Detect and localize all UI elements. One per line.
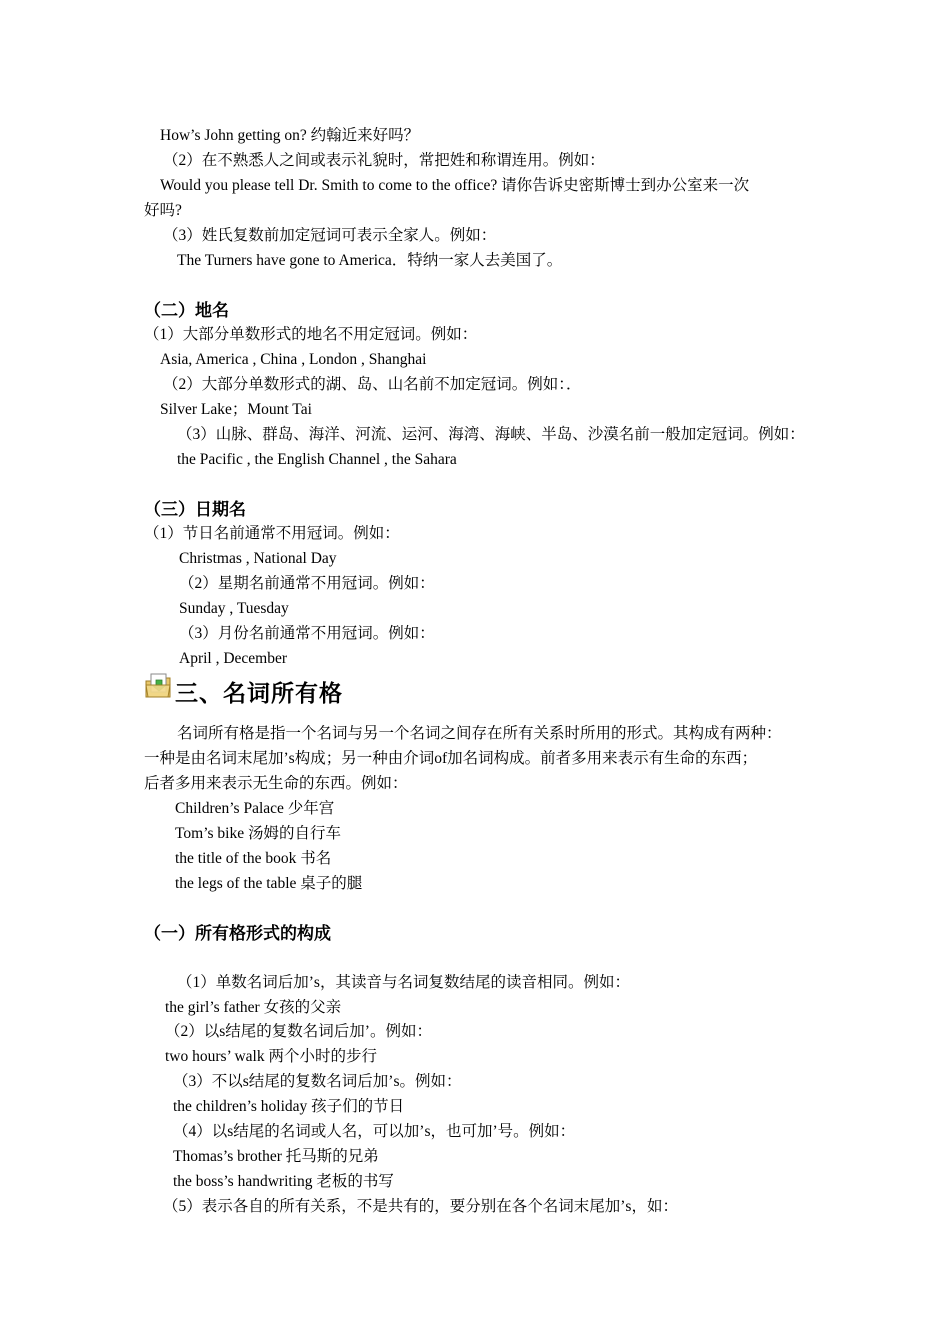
possessive-example: the title of the book 书名 — [175, 850, 332, 867]
formation-example-4a: Thomas’s brother 托马斯的兄弟 — [173, 1148, 379, 1165]
date-rule-1: （1）节日名前通常不用冠词。例如： — [144, 525, 400, 542]
heading-formation: （一）所有格形式的构成 — [144, 924, 331, 944]
possessive-example: Tom’s bike 汤姆的自行车 — [175, 825, 341, 842]
date-rule-3: （3）月份名前通常不用冠词。例如： — [179, 625, 435, 642]
possessive-intro-3: 后者多用来表示无生命的东西。例如： — [144, 775, 408, 792]
date-example-3: April , December — [179, 650, 288, 667]
section-title-possessive: 三、名词所有格 — [175, 681, 343, 707]
heading-date-names: （三）日期名 — [144, 500, 246, 520]
formation-example-1: the girl’s father 女孩的父亲 — [165, 999, 342, 1016]
formation-rule-1: （1）单数名词后加’s，其读音与名词复数结尾的读音相同。例如： — [177, 974, 630, 991]
example-smith-line2: 好吗? — [144, 202, 182, 219]
place-example-1: Asia, America , China , London , Shanghai — [160, 351, 427, 368]
folder-note-icon — [144, 672, 174, 700]
formation-example-4b: the boss’s handwriting 老板的书写 — [173, 1173, 394, 1190]
place-rule-2: （2）大部分单数形式的湖、岛、山名前不加定冠词。例如：． — [163, 376, 582, 393]
place-rule-1: （1）大部分单数形式的地名不用定冠词。例如： — [144, 326, 478, 343]
place-rule-3: （3）山脉、群岛、海洋、河流、运河、海湾、海峡、半岛、沙漠名前一般加定冠词。例如： — [177, 426, 805, 443]
formation-rule-4: （4）以s结尾的名词或人名，可以加’s，也可加’号。例如： — [173, 1123, 576, 1140]
formation-rule-2: （2）以s结尾的复数名词后加’。例如： — [165, 1023, 432, 1040]
heading-place-names: （二）地名 — [144, 301, 229, 321]
date-rule-2: （2）星期名前通常不用冠词。例如： — [179, 575, 435, 592]
formation-rule-5: （5）表示各自的所有关系，不是共有的，要分别在各个名词末尾加’s，如： — [163, 1198, 678, 1215]
rule-plural-surname: （3）姓氏复数前加定冠词可表示全家人。例如： — [163, 227, 497, 244]
place-example-2: Silver Lake；Mount Tai — [160, 401, 312, 418]
rule-title-with-surname: （2）在不熟悉人之间或表示礼貌时，常把姓和称谓连用。例如： — [163, 152, 605, 169]
example-turners: The Turners have gone to America．特纳一家人去美国了。 — [177, 252, 563, 269]
example-john: How’s John getting on? 约翰近来好吗？ — [160, 127, 420, 144]
possessive-example: the legs of the table 桌子的腿 — [175, 875, 363, 892]
formation-rule-3: （3）不以s结尾的复数名词后加’s。例如： — [173, 1073, 462, 1090]
example-smith-line1: Would you please tell Dr. Smith to come to the office? 请你告诉史密斯博士到办公室来一次 — [160, 177, 750, 194]
place-example-3: the Pacific , the English Channel , the Sahara — [177, 451, 457, 468]
date-example-2: Sunday , Tuesday — [179, 600, 289, 617]
possessive-example: Children’s Palace 少年宫 — [175, 800, 335, 817]
date-example-1: Christmas , National Day — [179, 550, 337, 567]
possessive-intro-1: 名词所有格是指一个名词与另一个名词之间存在所有关系时所用的形式。其构成有两种： — [177, 725, 782, 742]
formation-example-3: the children’s holiday 孩子们的节日 — [173, 1098, 405, 1115]
formation-example-2: two hours’ walk 两个小时的步行 — [165, 1048, 377, 1065]
possessive-intro-2: 一种是由名词末尾加’s构成；另一种由介词of加名词构成。前者多用来表示有生命的东西； — [144, 750, 758, 767]
